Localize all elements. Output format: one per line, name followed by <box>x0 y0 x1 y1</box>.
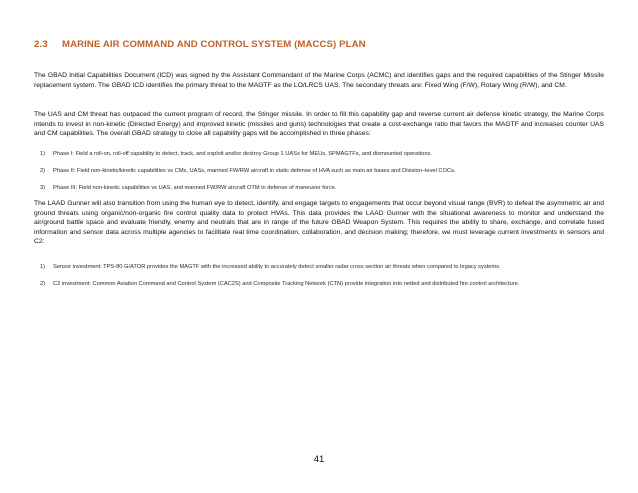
section-title: MARINE AIR COMMAND AND CONTROL SYSTEM (MACCS) PLAN <box>62 39 366 50</box>
list-item-text: Phase I: Field a roll-on, roll-off capability to detect, track, and exploit and/or destroy Group 1 UASs for MEUs, SPMAGTFs, and dismounted operations. <box>53 151 432 157</box>
section-number: 2.3 <box>34 39 48 50</box>
list-item <box>40 280 519 288</box>
paragraph-laad-gunner: The LAAD Gunner will also transition from using the human eye to detect, identify, and engage targets to engagements that occur beyond visual range (BVR) to defeat the asymmetric air and ground threats using organic/non-organic fire control quality data to protect HVAs. This data provides the LAAD Gunner with the situational awareness to monitor and understand the air/ground battle space and evaluate friendly, enemy and neutrals that are in range of the future GBAD Weapon System. This requires the ability to share, exchange, and correlate fused information and sensor data across multiple agencies to facilitate real time coordination, collaboration, and decision making; therefore, we must leverage current investments in sensors and C2: <box>34 200 604 246</box>
list-item <box>40 167 456 175</box>
list-item-number: 1) <box>40 264 46 270</box>
list-item-number: 3) <box>40 185 46 191</box>
list-item-number: 2) <box>40 281 46 287</box>
paragraph-uas-cm-threat: The UAS and CM threat has outpaced the current program of record, the Stinger missile. In order to fill this capability gap and reverse current air defense kinetic strategy, the Marine Corps intends to invest in non-kinetic (Directed Energy) and improved kinetic (missiles and guns) technologies that create a cost-exchange ratio that favors the MAGTF and increases counter UAS and CM capabilities. The overall GBAD strategy to close all capability gaps will be accomplished in three phases: <box>34 111 604 138</box>
page-number: 41 <box>313 454 325 465</box>
list-item <box>40 150 432 158</box>
list-item-text: C2 investment: Common Aviation Command and Control System (CAC2S) and Composite Tracking Network (CTN) provide integration into netted and distributed fire control architecture. <box>53 281 520 287</box>
section-heading <box>34 39 604 50</box>
list-item-text: Sensor investment: TPS-80 G/ATOR provides the MAGTF with the increased ability to accurately detect smaller radar cross section air threats when compared to legacy systems. <box>53 264 501 270</box>
list-item-number: 1) <box>40 151 46 157</box>
list-item <box>40 263 501 271</box>
paragraph-icd: The GBAD Initial Capabilities Document (ICD) was signed by the Assistant Commandant of the Marine Corps (ACMC) and identifies gaps and the required capabilities of the Stinger Missile replacement system. The GBAD ICD identifies the primary threat to the MAGTF as the LO/LRCS UAS. The secondary threats are: Fixed Wing (F/W), Rotary Wing (R/W), and CM. <box>34 72 604 89</box>
list-item-text: Phase III: Field non-kinetic capabilities vs UAS, and manned FW/RW aircraft OTM in defense of maneuver force. <box>53 185 337 191</box>
list-item-number: 2) <box>40 168 46 174</box>
list-item <box>40 184 336 192</box>
list-item-text: Phase II: Field non-kinetic/kinetic capabilities vs CMs, UASs, manned FW/RW aircraft in static defense of HVA such as main air bases and Division–level COCs. <box>53 168 456 174</box>
